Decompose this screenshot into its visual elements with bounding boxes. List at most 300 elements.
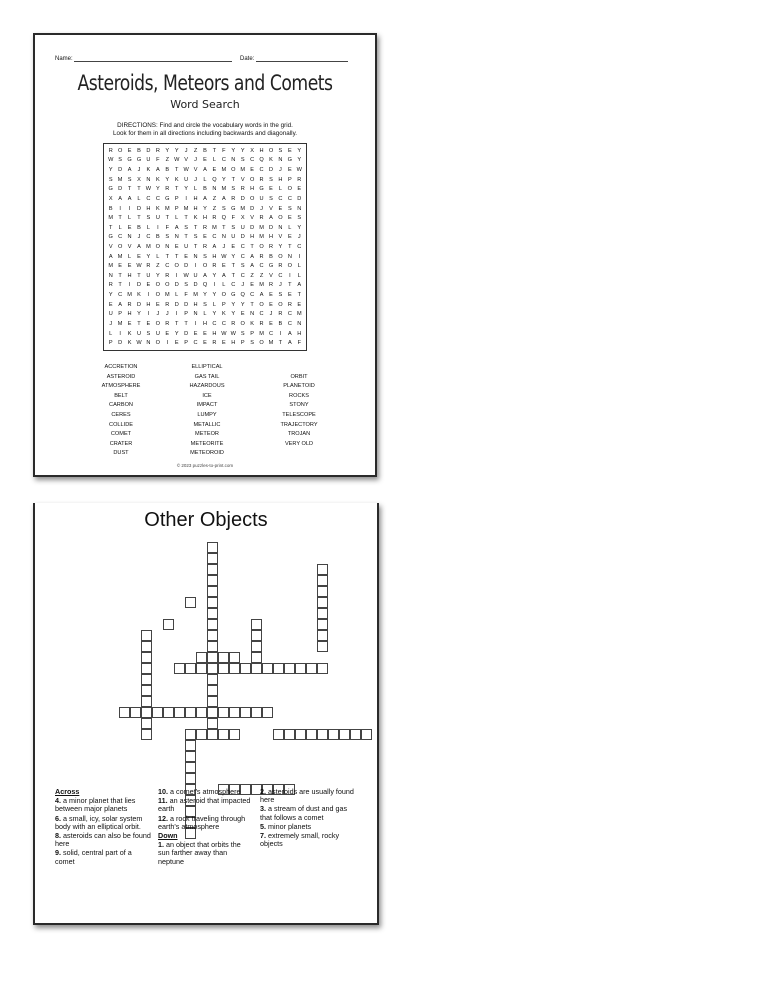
grid-letter[interactable]: R [259, 253, 264, 260]
grid-letter[interactable]: V [250, 215, 254, 222]
grid-letter[interactable]: N [174, 234, 179, 241]
grid-letter[interactable]: M [164, 205, 170, 212]
grid-letter[interactable]: S [146, 330, 151, 337]
grid-letter[interactable]: T [193, 224, 198, 231]
grid-letter[interactable]: X [250, 147, 254, 154]
crossword-cell[interactable] [196, 663, 207, 674]
crossword-cell[interactable] [163, 619, 174, 630]
grid-letter[interactable]: C [221, 320, 226, 327]
grid-letter[interactable]: T [184, 234, 188, 241]
grid-letter[interactable]: J [279, 282, 282, 289]
grid-letter[interactable]: L [288, 224, 292, 231]
grid-letter[interactable]: R [202, 224, 208, 231]
grid-letter[interactable]: Y [240, 147, 245, 154]
grid-letter[interactable]: M [117, 176, 123, 183]
grid-letter[interactable]: T [231, 272, 235, 279]
grid-letter[interactable]: H [193, 301, 198, 308]
grid-letter[interactable]: J [194, 157, 197, 164]
grid-letter[interactable]: E [269, 301, 273, 308]
grid-letter[interactable]: A [127, 195, 132, 202]
grid-letter[interactable]: T [231, 176, 235, 183]
grid-letter[interactable]: A [203, 272, 207, 279]
grid-letter[interactable]: Q [212, 176, 217, 183]
grid-letter[interactable]: A [203, 195, 207, 202]
crossword-cell[interactable] [361, 729, 372, 740]
grid-letter[interactable]: Y [297, 157, 302, 164]
grid-letter[interactable]: A [118, 195, 122, 202]
grid-letter[interactable]: P [250, 330, 254, 337]
grid-letter[interactable]: E [127, 320, 132, 327]
grid-letter[interactable]: G [231, 205, 236, 212]
grid-letter[interactable]: H [212, 330, 217, 337]
grid-letter[interactable]: S [184, 224, 188, 231]
grid-letter[interactable]: N [127, 234, 132, 241]
grid-letter[interactable]: M [117, 253, 123, 260]
crossword-cell[interactable] [207, 718, 218, 729]
grid-letter[interactable]: T [297, 292, 301, 299]
grid-letter[interactable]: L [222, 282, 226, 289]
grid-letter[interactable]: Y [278, 243, 283, 250]
crossword-cell[interactable] [207, 564, 218, 575]
crossword-cell[interactable] [196, 707, 207, 718]
grid-letter[interactable]: O [259, 301, 264, 308]
grid-letter[interactable]: X [108, 195, 113, 202]
grid-letter[interactable]: E [287, 234, 292, 241]
grid-letter[interactable]: L [194, 186, 198, 193]
crossword-cell[interactable] [185, 663, 196, 674]
grid-letter[interactable]: N [193, 253, 198, 260]
grid-letter[interactable]: Z [212, 205, 217, 212]
grid-letter[interactable]: E [287, 167, 292, 174]
grid-letter[interactable]: H [231, 340, 236, 347]
grid-letter[interactable]: V [269, 272, 273, 279]
grid-letter[interactable]: O [221, 292, 227, 299]
grid-letter[interactable]: B [269, 253, 273, 260]
grid-letter[interactable]: E [174, 340, 179, 347]
grid-letter[interactable]: J [156, 311, 160, 318]
grid-letter[interactable]: J [222, 243, 226, 250]
grid-letter[interactable]: M [127, 292, 132, 299]
grid-letter[interactable]: I [213, 282, 216, 289]
grid-letter[interactable]: O [278, 215, 283, 222]
crossword-cell[interactable] [229, 663, 240, 674]
grid-letter[interactable]: E [146, 320, 151, 327]
crossword-cell[interactable] [207, 685, 218, 696]
grid-letter[interactable]: C [240, 253, 245, 260]
grid-letter[interactable]: C [221, 157, 226, 164]
grid-letter[interactable]: A [259, 292, 264, 299]
grid-letter[interactable]: T [193, 243, 198, 250]
crossword-cell[interactable] [207, 619, 218, 630]
grid-letter[interactable]: O [202, 263, 208, 270]
grid-letter[interactable]: B [137, 147, 141, 154]
grid-letter[interactable]: M [240, 167, 246, 174]
grid-letter[interactable]: R [259, 320, 264, 327]
grid-letter[interactable]: N [278, 157, 283, 164]
grid-letter[interactable]: G [108, 186, 113, 193]
crossword-cell[interactable] [317, 575, 328, 586]
grid-letter[interactable]: F [165, 224, 169, 231]
crossword-cell[interactable] [229, 652, 240, 663]
grid-letter[interactable]: A [269, 215, 273, 222]
grid-letter[interactable]: E [287, 147, 292, 154]
grid-letter[interactable]: C [212, 320, 217, 327]
grid-letter[interactable]: B [203, 147, 207, 154]
grid-letter[interactable]: E [127, 263, 132, 270]
grid-letter[interactable]: J [184, 147, 188, 154]
grid-letter[interactable]: H [202, 215, 208, 222]
crossword-cell[interactable] [317, 641, 328, 652]
grid-letter[interactable]: I [194, 263, 197, 270]
grid-letter[interactable]: P [184, 311, 188, 318]
grid-letter[interactable]: G [136, 157, 142, 164]
grid-letter[interactable]: N [212, 186, 217, 193]
grid-letter[interactable]: R [297, 176, 302, 183]
grid-letter[interactable]: A [127, 167, 132, 174]
grid-letter[interactable]: G [287, 157, 293, 164]
grid-letter[interactable]: Z [165, 157, 169, 164]
grid-letter[interactable]: S [240, 263, 245, 270]
crossword-cell[interactable] [185, 762, 196, 773]
grid-letter[interactable]: Y [174, 330, 179, 337]
grid-letter[interactable]: T [184, 215, 188, 222]
grid-letter[interactable]: O [259, 243, 264, 250]
grid-letter[interactable]: S [269, 195, 273, 202]
grid-letter[interactable]: S [221, 205, 226, 212]
grid-letter[interactable]: Y [231, 301, 236, 308]
grid-letter[interactable]: B [165, 167, 170, 174]
grid-letter[interactable]: Y [231, 311, 236, 318]
grid-letter[interactable]: C [278, 272, 283, 279]
grid-letter[interactable]: K [127, 330, 132, 337]
grid-letter[interactable]: V [269, 205, 273, 212]
grid-letter[interactable]: R [268, 243, 274, 250]
grid-letter[interactable]: A [203, 167, 207, 174]
grid-letter[interactable]: T [222, 224, 226, 231]
grid-letter[interactable]: C [212, 234, 217, 241]
grid-letter[interactable]: E [203, 157, 207, 164]
grid-letter[interactable]: Q [259, 157, 264, 164]
grid-letter[interactable]: M [183, 205, 189, 212]
crossword-cell[interactable] [141, 663, 152, 674]
grid-letter[interactable]: C [146, 195, 151, 202]
grid-letter[interactable]: V [127, 243, 132, 250]
grid-letter[interactable]: Y [174, 147, 179, 154]
grid-letter[interactable]: K [174, 176, 179, 183]
grid-letter[interactable]: Z [259, 272, 264, 279]
grid-letter[interactable]: L [203, 311, 207, 318]
grid-letter[interactable]: A [221, 195, 226, 202]
grid-letter[interactable]: Y [221, 176, 226, 183]
crossword-cell[interactable] [196, 652, 207, 663]
grid-letter[interactable]: V [240, 176, 245, 183]
grid-letter[interactable]: D [184, 263, 189, 270]
grid-letter[interactable]: C [250, 292, 255, 299]
grid-letter[interactable]: T [184, 320, 188, 327]
grid-letter[interactable]: R [212, 215, 217, 222]
grid-letter[interactable]: H [278, 176, 283, 183]
grid-letter[interactable]: Y [212, 272, 217, 279]
grid-letter[interactable]: B [278, 320, 283, 327]
grid-letter[interactable]: N [231, 157, 236, 164]
grid-letter[interactable]: R [259, 176, 264, 183]
grid-letter[interactable]: I [147, 292, 150, 299]
grid-letter[interactable]: S [108, 176, 113, 183]
crossword-cell[interactable] [141, 707, 152, 718]
grid-letter[interactable]: E [203, 234, 207, 241]
grid-letter[interactable]: T [109, 224, 113, 231]
grid-letter[interactable]: T [118, 282, 122, 289]
grid-letter[interactable]: H [259, 147, 264, 154]
grid-letter[interactable]: J [297, 234, 301, 241]
grid-letter[interactable]: F [297, 340, 301, 347]
grid-letter[interactable]: D [268, 167, 274, 174]
grid-letter[interactable]: T [175, 253, 179, 260]
grid-letter[interactable]: S [287, 205, 292, 212]
grid-letter[interactable]: E [297, 186, 302, 193]
grid-letter[interactable]: E [127, 147, 132, 154]
grid-letter[interactable]: E [221, 340, 226, 347]
crossword-cell[interactable] [119, 707, 130, 718]
grid-letter[interactable]: J [194, 176, 197, 183]
crossword-cell[interactable] [240, 707, 251, 718]
grid-letter[interactable]: R [212, 340, 217, 347]
grid-letter[interactable]: D [136, 282, 142, 289]
crossword-cell[interactable] [207, 542, 218, 553]
grid-letter[interactable]: R [231, 195, 236, 202]
grid-letter[interactable]: N [297, 320, 302, 327]
grid-letter[interactable]: S [118, 157, 122, 164]
grid-letter[interactable]: P [174, 205, 179, 212]
grid-letter[interactable]: H [250, 234, 255, 241]
grid-letter[interactable]: O [117, 147, 123, 154]
grid-letter[interactable]: E [250, 282, 254, 289]
crossword-cell[interactable] [185, 707, 196, 718]
grid-letter[interactable]: I [128, 205, 131, 212]
crossword-cell[interactable] [262, 663, 273, 674]
grid-letter[interactable]: I [175, 272, 178, 279]
grid-letter[interactable]: A [118, 301, 122, 308]
grid-letter[interactable]: E [118, 263, 122, 270]
grid-letter[interactable]: W [183, 272, 189, 279]
grid-letter[interactable]: F [184, 292, 188, 299]
grid-letter[interactable]: T [288, 243, 292, 250]
grid-letter[interactable]: Z [193, 147, 198, 154]
grid-letter[interactable]: T [175, 167, 179, 174]
crossword-cell[interactable] [207, 696, 218, 707]
grid-letter[interactable]: T [231, 263, 235, 270]
grid-letter[interactable]: C [259, 263, 264, 270]
grid-letter[interactable]: K [221, 311, 226, 318]
grid-letter[interactable]: T [212, 147, 217, 154]
grid-letter[interactable]: Y [212, 311, 217, 318]
grid-letter[interactable]: D [118, 167, 123, 174]
crossword-cell[interactable] [273, 729, 284, 740]
grid-letter[interactable]: A [155, 167, 160, 174]
grid-letter[interactable]: Z [156, 263, 160, 270]
grid-letter[interactable]: N [221, 234, 226, 241]
grid-letter[interactable]: N [108, 272, 113, 279]
grid-letter[interactable]: Z [212, 195, 217, 202]
grid-letter[interactable]: R [155, 147, 160, 154]
grid-letter[interactable]: U [193, 272, 198, 279]
crossword-cell[interactable] [229, 707, 240, 718]
grid-letter[interactable]: C [146, 234, 151, 241]
crossword-cell[interactable] [328, 729, 339, 740]
grid-letter[interactable]: W [230, 330, 236, 337]
grid-letter[interactable]: T [118, 272, 122, 279]
grid-letter[interactable]: O [278, 301, 283, 308]
grid-letter[interactable]: Y [203, 205, 207, 212]
grid-letter[interactable]: O [278, 253, 283, 260]
grid-letter[interactable]: Y [165, 147, 170, 154]
grid-letter[interactable]: A [250, 263, 254, 270]
grid-letter[interactable]: M [193, 292, 198, 299]
grid-letter[interactable]: M [259, 234, 264, 241]
grid-letter[interactable]: P [184, 340, 188, 347]
grid-letter[interactable]: O [231, 167, 236, 174]
grid-letter[interactable]: I [279, 330, 282, 337]
grid-letter[interactable]: M [240, 205, 246, 212]
grid-letter[interactable]: U [146, 157, 151, 164]
crossword-cell[interactable] [207, 597, 218, 608]
grid-letter[interactable]: P [287, 176, 292, 183]
grid-letter[interactable]: R [146, 263, 151, 270]
grid-letter[interactable]: D [184, 301, 189, 308]
grid-letter[interactable]: E [155, 301, 160, 308]
grid-letter[interactable]: H [146, 205, 151, 212]
grid-letter[interactable]: S [231, 186, 236, 193]
crossword-cell[interactable] [207, 608, 218, 619]
grid-letter[interactable]: Y [297, 147, 302, 154]
grid-letter[interactable]: S [250, 340, 254, 347]
grid-letter[interactable]: K [250, 320, 254, 327]
grid-letter[interactable]: Q [202, 282, 208, 289]
crossword-cell[interactable] [130, 707, 141, 718]
grid-letter[interactable]: P [240, 340, 245, 347]
grid-letter[interactable]: T [175, 320, 179, 327]
crossword-cell[interactable] [207, 553, 218, 564]
grid-letter[interactable]: C [287, 195, 292, 202]
grid-letter[interactable]: S [203, 253, 207, 260]
grid-letter[interactable]: T [118, 215, 122, 222]
crossword-cell[interactable] [207, 586, 218, 597]
grid-letter[interactable]: I [166, 340, 169, 347]
grid-letter[interactable]: N [297, 205, 302, 212]
grid-letter[interactable]: R [268, 282, 274, 289]
grid-letter[interactable]: Y [165, 176, 170, 183]
grid-letter[interactable]: W [221, 253, 227, 260]
grid-letter[interactable]: M [268, 340, 274, 347]
grid-letter[interactable]: E [184, 253, 188, 260]
grid-letter[interactable]: E [203, 330, 207, 337]
grid-letter[interactable]: L [278, 186, 282, 193]
grid-letter[interactable]: M [164, 292, 170, 299]
grid-letter[interactable]: T [137, 320, 141, 327]
grid-letter[interactable]: R [212, 263, 217, 270]
grid-letter[interactable]: O [155, 320, 161, 327]
grid-letter[interactable]: L [137, 195, 141, 202]
grid-letter[interactable]: C [231, 282, 236, 289]
grid-letter[interactable]: S [127, 176, 132, 183]
crossword-cell[interactable] [240, 663, 251, 674]
grid-letter[interactable]: T [137, 272, 141, 279]
grid-letter[interactable]: S [193, 234, 198, 241]
grid-letter[interactable]: A [287, 340, 292, 347]
grid-letter[interactable]: I [128, 282, 131, 289]
grid-letter[interactable]: E [269, 292, 273, 299]
crossword-cell[interactable] [251, 619, 262, 630]
grid-letter[interactable]: P [221, 301, 226, 308]
grid-letter[interactable]: M [212, 224, 217, 231]
grid-letter[interactable]: E [250, 167, 254, 174]
crossword-cell[interactable] [284, 729, 295, 740]
grid-letter[interactable]: R [202, 243, 208, 250]
grid-letter[interactable]: F [222, 147, 226, 154]
grid-letter[interactable]: R [127, 301, 132, 308]
grid-letter[interactable]: O [155, 282, 161, 289]
grid-letter[interactable]: G [165, 195, 170, 202]
grid-letter[interactable]: K [269, 157, 273, 164]
crossword-cell[interactable] [251, 652, 262, 663]
grid-letter[interactable]: K [137, 292, 141, 299]
grid-letter[interactable]: I [157, 224, 159, 231]
grid-letter[interactable]: R [278, 263, 283, 270]
grid-letter[interactable]: C [287, 320, 292, 327]
grid-letter[interactable]: D [250, 205, 255, 212]
grid-letter[interactable]: O [240, 320, 245, 327]
crossword-cell[interactable] [163, 707, 174, 718]
grid-letter[interactable]: T [250, 301, 254, 308]
grid-letter[interactable]: A [137, 243, 141, 250]
grid-letter[interactable]: M [117, 320, 123, 327]
grid-letter[interactable]: W [183, 167, 189, 174]
grid-letter[interactable]: S [278, 147, 283, 154]
grid-letter[interactable]: B [108, 205, 113, 212]
crossword-cell[interactable] [262, 707, 273, 718]
grid-letter[interactable]: P [108, 340, 113, 347]
grid-letter[interactable]: E [287, 215, 292, 222]
crossword-cell[interactable] [295, 729, 306, 740]
grid-letter[interactable]: S [269, 176, 273, 183]
grid-letter[interactable]: Y [231, 253, 236, 260]
grid-letter[interactable]: M [296, 311, 302, 318]
crossword-cell[interactable] [174, 707, 185, 718]
crossword-cell[interactable] [284, 663, 295, 674]
grid-letter[interactable]: H [268, 234, 274, 241]
grid-letter[interactable]: H [250, 186, 255, 193]
grid-letter[interactable]: U [136, 330, 142, 337]
grid-letter[interactable]: R [165, 186, 170, 193]
grid-letter[interactable]: F [156, 157, 160, 164]
grid-letter[interactable]: O [249, 176, 255, 183]
grid-letter[interactable]: A [287, 330, 292, 337]
grid-letter[interactable]: D [174, 282, 179, 289]
grid-letter[interactable]: P [118, 311, 122, 318]
grid-letter[interactable]: Y [203, 292, 207, 299]
crossword-cell[interactable] [218, 707, 229, 718]
grid-letter[interactable]: V [184, 157, 188, 164]
grid-letter[interactable]: G [268, 263, 274, 270]
grid-letter[interactable]: C [193, 340, 198, 347]
grid-letter[interactable]: C [297, 243, 302, 250]
grid-letter[interactable]: E [297, 301, 302, 308]
grid-letter[interactable]: M [108, 215, 114, 222]
grid-letter[interactable]: L [118, 224, 122, 231]
grid-letter[interactable]: N [165, 243, 170, 250]
grid-letter[interactable]: Y [108, 292, 113, 299]
grid-letter[interactable]: L [297, 263, 301, 270]
